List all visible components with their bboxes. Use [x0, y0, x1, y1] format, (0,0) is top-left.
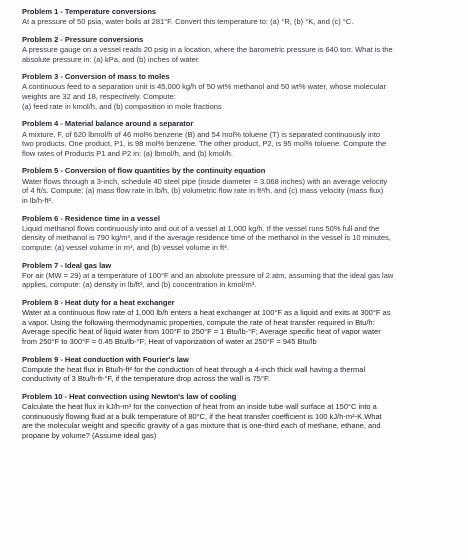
problem-title: Problem 1 - Temperature conversions — [22, 7, 157, 16]
problem-text-line: Compute the heat flux in Btu/h-ft² for the conduction of heat through a 4-inch thick wall having a thermal — [22, 364, 366, 374]
problem-text-line: continuously flowing fluid at a bulk temperature of 80°C, if the heat transfer coefficient is 100 kJ/h-m²-K.What — [22, 411, 382, 421]
problem-text-line: compute: (a) vessel volume in m³, and (b) vessel volume in ft³. — [22, 242, 229, 252]
problem-text-line: propane by volume? (Assume ideal gas) — [22, 431, 157, 441]
problem-title: Problem 8 - Heat duty for a heat exchanger — [22, 298, 175, 308]
problem-10 — [22, 392, 462, 440]
problem-text-line: two products. One product, P1, is 98 mol% benzene. The other product, P2, is 95 mol% toluene. Compute the — [22, 139, 387, 149]
problem-title: Problem 6 - Residence time in a vessel — [22, 213, 160, 223]
problem-statement — [22, 82, 462, 111]
problem-5 — [22, 166, 462, 205]
problem-text-line: (a) feed rate in kmol/h, and (b) composition in mole fractions — [22, 101, 222, 111]
problem-title: Problem 5 - Conversion of flow quantities by the continuity equation — [22, 166, 266, 176]
problem-4 — [22, 119, 462, 158]
problem-text-line: applies, compute: (a) density in lb/ft³, and (b) concentration in kmol/m³. — [22, 280, 257, 290]
problem-text-line: A mixture, F, of 620 lbmol/h of 46 mol% benzene (B) and 54 mol% toluene (T) is separated continuously into — [22, 129, 381, 139]
problem-statement — [22, 402, 462, 440]
problem-text-line: of 4 ft/s. Compute: (a) mass flow rate in lb/h, (b) volumetric flow rate in ft³/h, and (c) mass velocity (mass flux) — [22, 186, 384, 196]
problem-text-line: a vapor. Using the following thermodynamic properties, compute the rate of heat transfer required in Btu/h: — [22, 317, 375, 327]
problem-1 — [22, 7, 462, 27]
problem-text-line: A continuous feed to a separation unit is 45,000 kg/h of 50 wt% methanol and 50 wt% water, whose molecular — [22, 82, 386, 92]
problem-9 — [22, 355, 462, 384]
problem-8 — [22, 298, 462, 346]
problem-statement — [22, 365, 462, 384]
problem-text-line: A pressure gauge on a vessel reads 20 psig in a location, where the barometric pressure is 640 torr. What is the — [22, 44, 393, 54]
problem-6 — [22, 214, 462, 253]
problem-title: Problem 2 - Pressure conversions — [22, 34, 144, 44]
problem-statement — [22, 17, 462, 27]
problem-text-line: weights are 32 and 18, respectively. Compute: — [22, 92, 176, 102]
problem-text-line: Water flows through a 3-inch, schedule 40 steel pipe (inside diameter = 3.068 inches) with an average velocity — [22, 176, 388, 186]
problem-7 — [22, 261, 462, 290]
problem-statement — [22, 308, 462, 346]
problem-text-line: Average specific heat of liquid water from 100°F to 250°F = 1 Btu/lb-°F; Average specific heat of vapor water — [22, 327, 381, 337]
problem-text-line: in lb/h-ft². — [22, 195, 54, 205]
problem-statement — [22, 224, 462, 253]
problem-3 — [22, 72, 462, 111]
problem-text-line: For air (MW = 29) at a temperature of 100°F and an absolute pressure of 2 atm, assuming that the ideal gas law — [22, 270, 394, 280]
problem-text-line: Liquid methanol flows continuously into and out of a vessel at 1,000 kg/h. If the vessel runs 50% full and the — [22, 223, 380, 233]
problem-text-line: density of methanol is 790 kg/m³, and if the average residence time of the methanol in the vessel is 10 minutes, — [22, 233, 391, 243]
problem-text-line: absolute pressure in: (a) kPa, and (b) inches of water. — [22, 54, 201, 64]
problem-text-line: Water at a continuous flow rate of 1,000 lb/h enters a heat exchanger at 100°F as a liquid and exits at 300°F as — [22, 308, 391, 318]
problem-statement — [22, 177, 462, 206]
problem-statement — [22, 271, 462, 290]
problem-text-line: Calculate the heat flux in kJ/h-m² for the convection of heat from an inside tube wall surface at 150°C into a — [22, 402, 377, 412]
problem-title: Problem 4 - Material balance around a separator — [22, 119, 194, 129]
problem-text-line: from 250°F to 300°F = 0.45 Btu/lb-°F; Heat of vaporization of water at 250°F = 945 Btu/lb — [22, 336, 317, 346]
problem-title: Problem 7 - Ideal gas law — [22, 260, 112, 270]
problem-statement — [22, 130, 462, 159]
problem-text-line: are the molecular weight and specific gravity of a gas mixture that is one-third each of methane, ethane, and — [22, 421, 381, 431]
problem-title: Problem 3 - Conversion of mass to moles — [22, 72, 170, 82]
problem-2 — [22, 35, 462, 64]
problem-statement — [22, 45, 462, 64]
problem-title: Problem 9 - Heat conduction with Fourier's law — [22, 354, 189, 364]
problem-text-line: At a pressure of 50 psia, water boils at 281°F. Convert this temperature to: (a) °R, (b) °K, and (c) °C. — [22, 17, 354, 27]
problem-title: Problem 10 - Heat convection using Newton's law of cooling — [22, 392, 237, 402]
problem-text-line: conductivity of 3 Btu/h-ft-°F, if the temperature drop across the wall is 75°F. — [22, 374, 270, 384]
problem-text-line: flow rates of Products P1 and P2 in: (a) lbmol/h, and (b) kmol/h. — [22, 148, 233, 158]
